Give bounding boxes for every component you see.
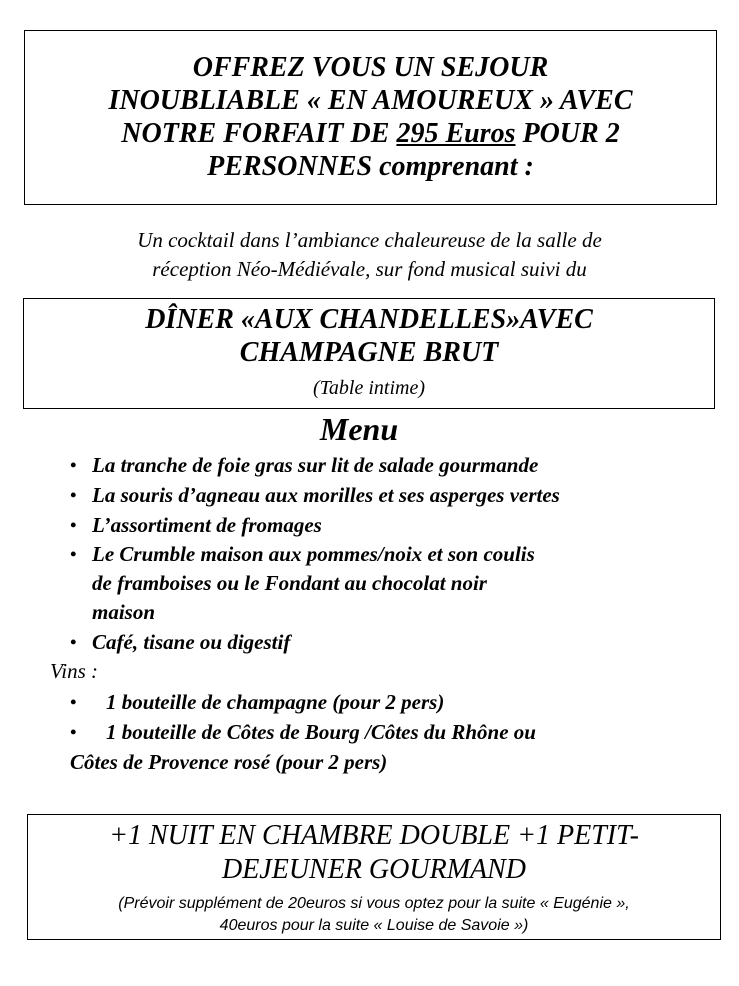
menu-item-text: de framboises ou le Fondant au chocolat noir: [92, 571, 487, 595]
dinner-line-2: CHAMPAGNE BRUT: [239, 337, 499, 368]
menu-item-text: Café, tisane ou digestif: [92, 630, 291, 654]
dinner-box: [23, 298, 715, 409]
wine-item-text: 1 bouteille de Côtes de Bourg /Côtes du Rhône ou: [106, 720, 536, 744]
night-box: [27, 814, 721, 940]
night-line-1: +1 NUIT EN CHAMBRE DOUBLE +1 PETIT-: [109, 820, 639, 851]
cocktail-text: [0, 226, 739, 284]
offer-line-3-post: POUR 2: [515, 118, 620, 149]
menu-item-text: L’assortiment de fromages: [92, 513, 322, 537]
night-line-2: DEJEUNER GOURMAND: [221, 854, 527, 885]
offer-line-3-pre: NOTRE FORFAIT DE: [121, 118, 397, 149]
wine-item-text: 1 bouteille de champagne (pour 2 pers): [106, 690, 445, 714]
menu-item-text: Le Crumble maison aux pommes/noix et son coulis: [92, 542, 535, 566]
offer-box: [24, 30, 717, 205]
menu-title: Menu: [319, 411, 399, 447]
offer-line-4: PERSONNES comprenant :: [207, 151, 534, 182]
bullet-icon: •: [70, 722, 77, 742]
cocktail-line-2: réception Néo-Médiévale, sur fond musical suivi du: [152, 257, 587, 281]
bullet-icon: •: [70, 632, 77, 652]
wines-label: Vins :: [50, 659, 99, 683]
offer-line-3: [25, 117, 716, 150]
bullet-icon: •: [70, 455, 77, 475]
menu-item-text: La souris d’agneau aux morilles et ses asperges vertes: [92, 483, 560, 507]
bullet-icon: •: [70, 692, 77, 712]
dinner-subtitle: (Table intime): [312, 377, 426, 399]
bullet-icon: •: [70, 485, 77, 505]
cocktail-line-1: Un cocktail dans l’ambiance chaleureuse de la salle de: [137, 228, 602, 252]
offer-price: 295 Euros: [396, 118, 516, 149]
offer-line-1: OFFREZ VOUS UN SEJOUR: [192, 52, 549, 83]
bullet-icon: •: [70, 544, 77, 564]
menu-item-text: La tranche de foie gras sur lit de salade gourmande: [92, 453, 539, 477]
offer-line-2: INOUBLIABLE « EN AMOUREUX » AVEC: [108, 85, 633, 116]
dinner-line-1: DÎNER «AUX CHANDELLES»AVEC: [145, 304, 593, 335]
menu-item-text: maison: [92, 600, 156, 624]
night-note-2: 40euros pour la suite « Louise de Savoie »): [219, 917, 529, 934]
night-note-1: (Prévoir supplément de 20euros si vous optez pour la suite « Eugénie »,: [118, 895, 630, 912]
wine-item-text: Côtes de Provence rosé (pour 2 pers): [70, 750, 388, 774]
bullet-icon: •: [70, 515, 77, 535]
